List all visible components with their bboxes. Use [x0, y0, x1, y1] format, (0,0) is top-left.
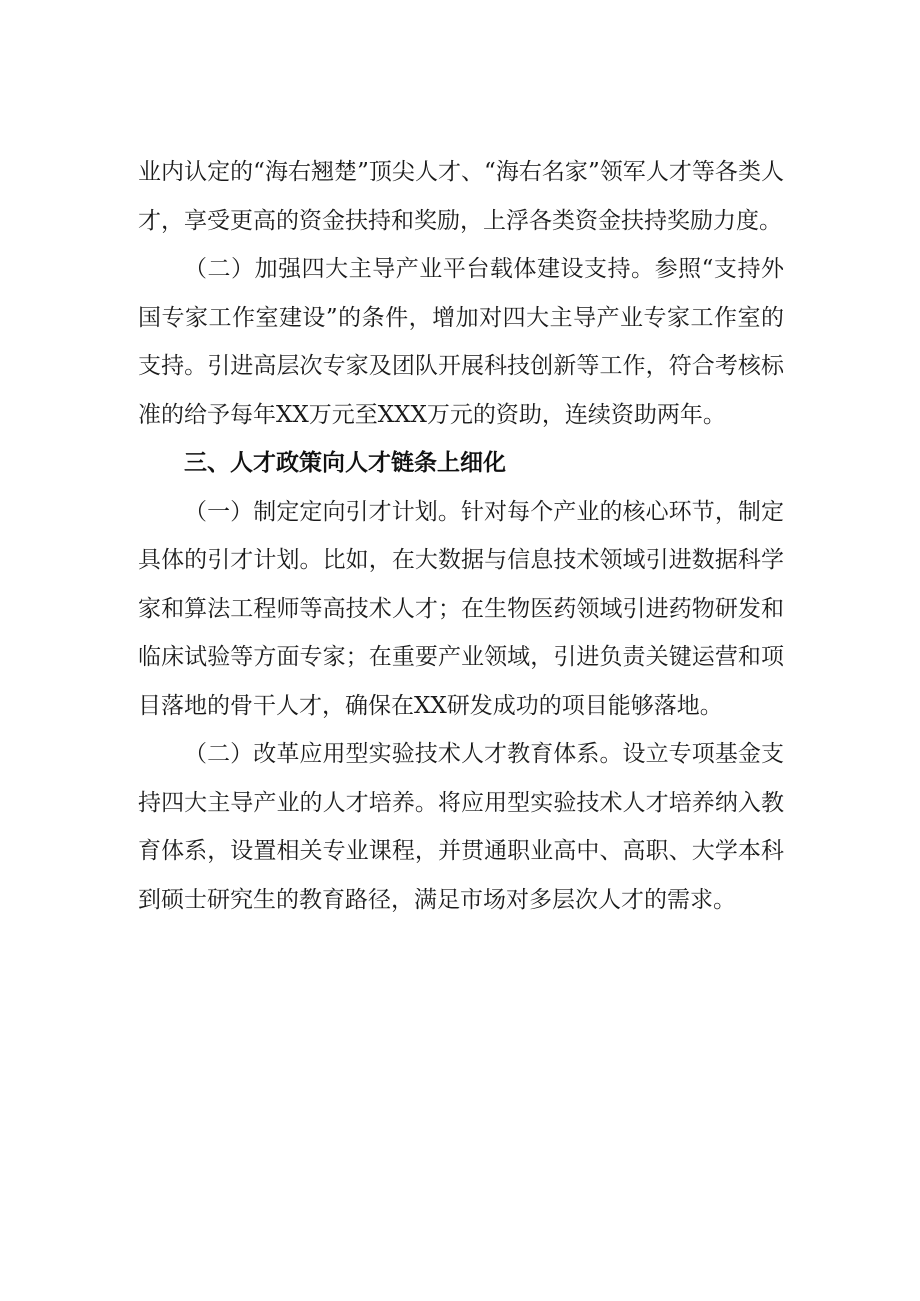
- paragraph-targeted-recruitment: （一）制定定向引才计划。针对每个产业的核心环节，制定具体的引才计划。比如，在大数据与信息技术领域引进数据科学家和算法工程师等高技术人才；在生物医药领域引进药物研发和临床试验等方面专家；在重要产业领域，引进负责关键运营和项目落地的骨干人才，确保在XX研发成功的项目能够落地。: [138, 498, 784, 719]
- paragraph-platform-support: （二）加强四大主导产业平台载体建设支持。参照“支持外国专家工作室建设”的条件，增加对四大主导产业专家工作室的支持。引进高层次专家及团队开展科技创新等工作，符合考核标准的给予每年XX万元至XXX万元的资助，连续资助两年。: [138, 256, 784, 428]
- paragraph-continuation: 业内认定的“海右翘楚”顶尖人才、“海右名家”领军人才等各类人才，享受更高的资金扶持和奖励，上浮各类资金扶持奖励力度。: [138, 159, 784, 234]
- document-body: [138, 148, 784, 924]
- section-heading-three: 三、人才政策向人才链条上细化: [184, 450, 506, 476]
- paragraph-education-reform: （二）改革应用型实验技术人才教育体系。设立专项基金支持四大主导产业的人才培养。将应用型实验技术人才培养纳入教育体系，设置相关专业课程，并贯通职业高中、高职、大学本科到硕士研究生的教育路径，满足市场对多层次人才的需求。: [138, 741, 784, 913]
